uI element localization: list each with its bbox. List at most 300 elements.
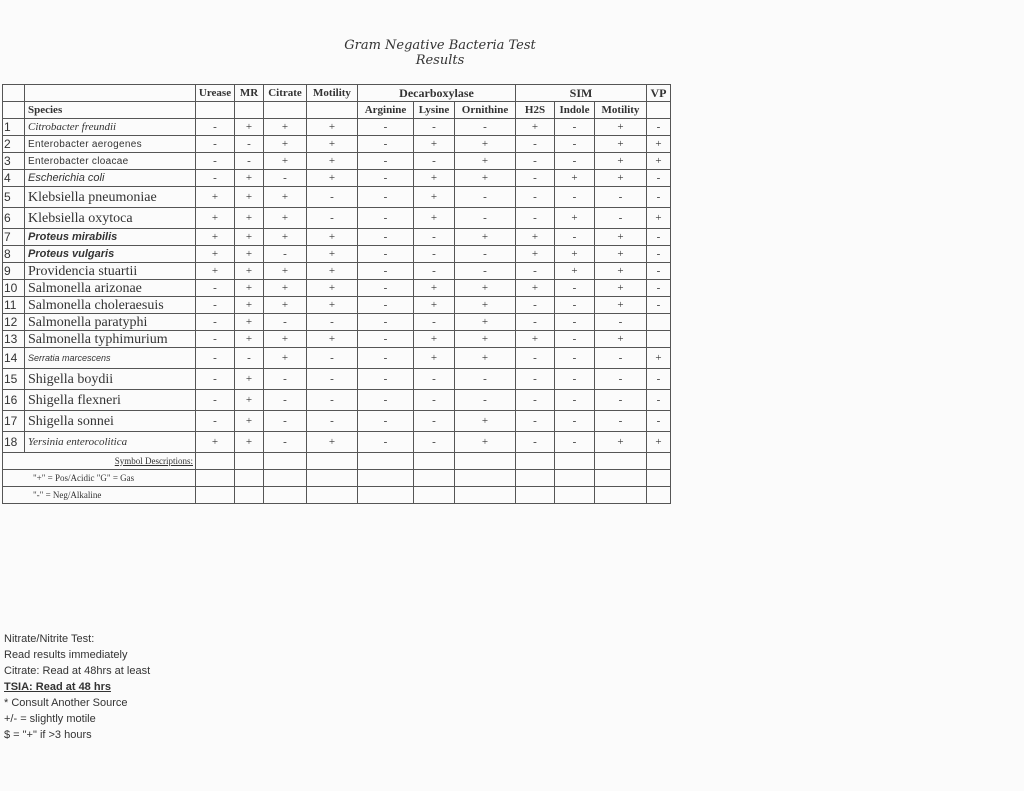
result-cell: +: [307, 297, 358, 314]
species-name: Salmonella paratyphi: [25, 314, 196, 331]
table-row: [3, 187, 671, 208]
header-row-groups: [3, 85, 671, 102]
result-cell: -: [516, 411, 555, 432]
empty-cell: [264, 453, 307, 470]
row-number: 17: [3, 411, 25, 432]
result-cell: +: [414, 208, 455, 229]
result-cell: -: [307, 208, 358, 229]
result-cell: -: [358, 208, 414, 229]
result-cell: +: [595, 297, 647, 314]
page-title: Gram Negative Bacteria Test Results: [344, 38, 536, 68]
symbol-descriptions-title: Symbol Descriptions:: [3, 453, 196, 470]
result-cell: +: [264, 229, 307, 246]
result-cell: -: [235, 348, 264, 369]
result-cell: -: [595, 348, 647, 369]
empty-cell: [414, 453, 455, 470]
result-cell: -: [647, 369, 671, 390]
species-name: Serratia marcescens: [25, 348, 196, 369]
table-row: [3, 153, 671, 170]
result-cell: +: [307, 246, 358, 263]
result-cell: -: [358, 331, 414, 348]
result-cell: +: [235, 411, 264, 432]
result-cell: +: [455, 432, 516, 453]
row-number: 11: [3, 297, 25, 314]
row-number: 7: [3, 229, 25, 246]
result-cell: -: [516, 153, 555, 170]
result-cell: -: [264, 390, 307, 411]
result-cell: -: [516, 170, 555, 187]
result-cell: -: [196, 369, 235, 390]
result-cell: -: [516, 314, 555, 331]
result-cell: +: [647, 208, 671, 229]
row-number: 13: [3, 331, 25, 348]
note-line-tsia: TSIA: Read at 48 hrs: [4, 681, 111, 693]
header-cell-empty: [3, 102, 25, 119]
result-cell: +: [235, 390, 264, 411]
result-cell: +: [235, 331, 264, 348]
empty-cell: [307, 470, 358, 487]
result-cell: -: [358, 348, 414, 369]
result-cell: -: [358, 187, 414, 208]
header-sim: SIM: [516, 85, 647, 102]
result-cell: -: [516, 208, 555, 229]
result-cell: +: [235, 369, 264, 390]
result-cell: +: [555, 170, 595, 187]
result-cell: -: [516, 136, 555, 153]
result-cell: -: [647, 297, 671, 314]
result-cell: +: [307, 153, 358, 170]
result-cell: -: [414, 432, 455, 453]
result-cell: +: [264, 153, 307, 170]
result-cell: +: [595, 432, 647, 453]
result-cell: +: [647, 348, 671, 369]
empty-cell: [235, 470, 264, 487]
result-cell: +: [455, 348, 516, 369]
empty-cell: [595, 453, 647, 470]
symbol-row: [3, 470, 671, 487]
result-cell: +: [455, 411, 516, 432]
empty-cell: [647, 487, 671, 504]
result-cell: -: [455, 369, 516, 390]
empty-cell: [516, 453, 555, 470]
table-row: [3, 348, 671, 369]
result-cell: -: [516, 432, 555, 453]
result-cell: +: [307, 229, 358, 246]
result-cell: [647, 331, 671, 348]
result-cell: +: [516, 331, 555, 348]
row-number: 2: [3, 136, 25, 153]
header-mr: MR: [235, 85, 264, 102]
result-cell: +: [196, 246, 235, 263]
header-cell-empty: [264, 102, 307, 119]
header-cell-empty: [25, 85, 196, 102]
row-number: 5: [3, 187, 25, 208]
result-cell: +: [414, 187, 455, 208]
result-cell: -: [414, 229, 455, 246]
result-cell: +: [264, 331, 307, 348]
result-cell: -: [358, 136, 414, 153]
result-cell: -: [414, 411, 455, 432]
row-number: 8: [3, 246, 25, 263]
result-cell: +: [264, 263, 307, 280]
result-cell: -: [307, 187, 358, 208]
species-name: Escherichia coli: [25, 170, 196, 187]
result-cell: -: [196, 411, 235, 432]
result-cell: -: [555, 314, 595, 331]
result-cell: +: [307, 280, 358, 297]
result-cell: -: [414, 390, 455, 411]
result-cell: -: [196, 280, 235, 297]
note-line: Read results immediately: [4, 649, 128, 661]
empty-cell: [414, 470, 455, 487]
result-cell: +: [264, 187, 307, 208]
result-cell: -: [647, 187, 671, 208]
result-cell: -: [358, 280, 414, 297]
result-cell: -: [307, 348, 358, 369]
header-h2s: H2S: [516, 102, 555, 119]
result-cell: +: [647, 136, 671, 153]
result-cell: -: [358, 432, 414, 453]
result-cell: +: [414, 170, 455, 187]
result-cell: +: [235, 208, 264, 229]
result-cell: +: [647, 153, 671, 170]
row-number: 16: [3, 390, 25, 411]
result-cell: -: [358, 170, 414, 187]
header-cell-empty: [307, 102, 358, 119]
empty-cell: [264, 487, 307, 504]
result-cell: -: [414, 153, 455, 170]
result-cell: -: [595, 390, 647, 411]
result-cell: +: [555, 263, 595, 280]
empty-cell: [196, 470, 235, 487]
empty-cell: [307, 453, 358, 470]
table-row: [3, 136, 671, 153]
result-cell: +: [516, 280, 555, 297]
species-name: Salmonella typhimurium: [25, 331, 196, 348]
result-cell: +: [555, 208, 595, 229]
empty-cell: [358, 453, 414, 470]
result-cell: -: [307, 390, 358, 411]
result-cell: -: [414, 369, 455, 390]
result-cell: -: [307, 411, 358, 432]
result-cell: -: [555, 331, 595, 348]
note-line: +/- = slightly motile: [4, 713, 96, 725]
result-cell: +: [196, 263, 235, 280]
table-row: [3, 331, 671, 348]
result-cell: +: [595, 246, 647, 263]
species-name: Proteus vulgaris: [25, 246, 196, 263]
result-cell: -: [555, 136, 595, 153]
result-cell: -: [555, 297, 595, 314]
symbol-pos-description: "+" = Pos/Acidic "G" = Gas: [3, 470, 196, 487]
result-cell: -: [455, 246, 516, 263]
header-ornithine: Ornithine: [455, 102, 516, 119]
empty-cell: [555, 470, 595, 487]
header-arginine: Arginine: [358, 102, 414, 119]
result-cell: -: [595, 187, 647, 208]
result-cell: -: [595, 314, 647, 331]
result-cell: -: [235, 153, 264, 170]
result-cell: -: [555, 119, 595, 136]
table-row: [3, 390, 671, 411]
row-number: 4: [3, 170, 25, 187]
symbol-row: [3, 453, 671, 470]
result-cell: [647, 314, 671, 331]
result-cell: -: [555, 390, 595, 411]
result-cell: -: [358, 153, 414, 170]
result-cell: -: [516, 348, 555, 369]
result-cell: +: [455, 280, 516, 297]
result-cell: -: [264, 369, 307, 390]
table-row: [3, 119, 671, 136]
header-sim-motility: Motility: [595, 102, 647, 119]
header-citrate: Citrate: [264, 85, 307, 102]
result-cell: +: [235, 229, 264, 246]
table-row: [3, 229, 671, 246]
result-cell: +: [196, 432, 235, 453]
result-cell: +: [235, 246, 264, 263]
species-name: Enterobacter cloacae: [25, 153, 196, 170]
empty-cell: [196, 453, 235, 470]
result-cell: -: [555, 369, 595, 390]
table-row: [3, 369, 671, 390]
result-cell: -: [516, 187, 555, 208]
result-cell: +: [264, 119, 307, 136]
result-cell: +: [196, 187, 235, 208]
result-cell: +: [455, 136, 516, 153]
result-cell: -: [555, 187, 595, 208]
header-motility: Motility: [307, 85, 358, 102]
result-cell: +: [516, 229, 555, 246]
result-cell: +: [235, 119, 264, 136]
empty-cell: [264, 470, 307, 487]
note-line: Nitrate/Nitrite Test:: [4, 633, 95, 645]
result-cell: -: [516, 297, 555, 314]
result-cell: +: [307, 331, 358, 348]
empty-cell: [358, 470, 414, 487]
table-row: [3, 208, 671, 229]
result-cell: +: [595, 280, 647, 297]
result-cell: -: [196, 390, 235, 411]
empty-cell: [595, 470, 647, 487]
result-cell: +: [264, 348, 307, 369]
result-cell: -: [235, 136, 264, 153]
result-cell: -: [358, 369, 414, 390]
header-decarboxylase: Decarboxylase: [358, 85, 516, 102]
empty-cell: [414, 487, 455, 504]
result-cell: -: [358, 411, 414, 432]
result-cell: -: [647, 229, 671, 246]
result-cell: +: [235, 297, 264, 314]
header-indole: Indole: [555, 102, 595, 119]
result-cell: -: [516, 369, 555, 390]
header-cell-empty: [196, 102, 235, 119]
result-cell: +: [196, 229, 235, 246]
species-name: Shigella sonnei: [25, 411, 196, 432]
empty-cell: [647, 470, 671, 487]
result-cell: +: [235, 432, 264, 453]
empty-cell: [455, 470, 516, 487]
empty-cell: [647, 453, 671, 470]
result-cell: -: [647, 280, 671, 297]
result-cell: +: [414, 280, 455, 297]
result-cell: -: [414, 263, 455, 280]
result-cell: +: [235, 280, 264, 297]
result-cell: +: [235, 187, 264, 208]
result-cell: -: [455, 208, 516, 229]
species-name: Providencia stuartii: [25, 263, 196, 280]
note-line: * Consult Another Source: [4, 697, 128, 709]
result-cell: -: [516, 263, 555, 280]
empty-cell: [455, 487, 516, 504]
table-row: [3, 246, 671, 263]
result-cell: +: [264, 280, 307, 297]
result-cell: -: [358, 314, 414, 331]
result-cell: +: [455, 170, 516, 187]
result-cell: +: [455, 331, 516, 348]
result-cell: -: [555, 432, 595, 453]
result-cell: -: [264, 314, 307, 331]
row-number: 6: [3, 208, 25, 229]
header-cell-empty: [235, 102, 264, 119]
result-cell: +: [455, 297, 516, 314]
result-cell: -: [358, 390, 414, 411]
result-cell: -: [516, 390, 555, 411]
empty-cell: [196, 487, 235, 504]
result-cell: -: [647, 246, 671, 263]
table-row: [3, 297, 671, 314]
table-row: [3, 432, 671, 453]
result-cell: -: [647, 119, 671, 136]
species-name: Shigella flexneri: [25, 390, 196, 411]
result-cell: -: [455, 263, 516, 280]
result-cell: +: [264, 297, 307, 314]
header-row-subtests: [3, 102, 671, 119]
result-cell: -: [358, 297, 414, 314]
result-cell: -: [555, 411, 595, 432]
result-cell: -: [358, 263, 414, 280]
result-cell: +: [307, 263, 358, 280]
symbol-neg-description: "-" = Neg/Alkaline: [3, 487, 196, 504]
result-cell: -: [358, 246, 414, 263]
species-name: Enterobacter aerogenes: [25, 136, 196, 153]
empty-cell: [516, 487, 555, 504]
result-cell: +: [307, 170, 358, 187]
result-cell: -: [455, 390, 516, 411]
result-cell: -: [307, 369, 358, 390]
empty-cell: [235, 487, 264, 504]
result-cell: +: [516, 119, 555, 136]
symbol-row: [3, 487, 671, 504]
result-cell: -: [647, 170, 671, 187]
note-line: Citrate: Read at 48hrs at least: [4, 665, 151, 677]
empty-cell: [555, 487, 595, 504]
notes-block: [4, 631, 150, 743]
species-name: Salmonella arizonae: [25, 280, 196, 297]
row-number: 10: [3, 280, 25, 297]
result-cell: +: [455, 153, 516, 170]
result-cell: +: [414, 297, 455, 314]
empty-cell: [595, 487, 647, 504]
result-cell: -: [196, 136, 235, 153]
result-cell: -: [595, 208, 647, 229]
result-cell: +: [595, 119, 647, 136]
empty-cell: [358, 487, 414, 504]
result-cell: +: [235, 314, 264, 331]
result-cell: -: [358, 119, 414, 136]
result-cell: -: [196, 119, 235, 136]
result-cell: -: [196, 297, 235, 314]
result-cell: +: [307, 136, 358, 153]
result-cell: +: [264, 136, 307, 153]
result-cell: +: [196, 208, 235, 229]
result-cell: -: [196, 170, 235, 187]
result-cell: -: [196, 314, 235, 331]
result-cell: +: [455, 314, 516, 331]
result-cell: +: [595, 229, 647, 246]
table-row: [3, 411, 671, 432]
result-cell: -: [595, 411, 647, 432]
result-cell: +: [235, 170, 264, 187]
result-cell: -: [647, 263, 671, 280]
row-number: 3: [3, 153, 25, 170]
result-cell: -: [414, 246, 455, 263]
header-species: Species: [25, 102, 196, 119]
species-name: Shigella boydii: [25, 369, 196, 390]
row-number: 18: [3, 432, 25, 453]
result-cell: -: [455, 119, 516, 136]
species-name: Yersinia enterocolitica: [25, 432, 196, 453]
result-cell: +: [414, 136, 455, 153]
result-cell: -: [555, 348, 595, 369]
result-cell: -: [264, 246, 307, 263]
result-cell: +: [647, 432, 671, 453]
result-cell: -: [555, 153, 595, 170]
result-cell: -: [358, 229, 414, 246]
species-name: Citrobacter freundii: [25, 119, 196, 136]
result-cell: +: [595, 170, 647, 187]
result-cell: -: [647, 390, 671, 411]
row-number: 12: [3, 314, 25, 331]
species-name: Klebsiella pneumoniae: [25, 187, 196, 208]
table-row: [3, 280, 671, 297]
result-cell: +: [307, 432, 358, 453]
result-cell: +: [555, 246, 595, 263]
result-cell: +: [414, 348, 455, 369]
row-number: 15: [3, 369, 25, 390]
result-cell: +: [455, 229, 516, 246]
result-cell: -: [196, 331, 235, 348]
header-lysine: Lysine: [414, 102, 455, 119]
result-cell: -: [196, 153, 235, 170]
result-cell: -: [555, 280, 595, 297]
table-row: [3, 170, 671, 187]
species-name: Proteus mirabilis: [25, 229, 196, 246]
result-cell: -: [414, 314, 455, 331]
header-vp: VP: [647, 85, 671, 102]
result-cell: -: [414, 119, 455, 136]
result-cell: +: [595, 331, 647, 348]
header-cell-empty: [3, 85, 25, 102]
result-cell: +: [516, 246, 555, 263]
result-cell: -: [307, 314, 358, 331]
result-cell: +: [307, 119, 358, 136]
result-cell: -: [595, 369, 647, 390]
results-table: [2, 84, 671, 504]
result-cell: +: [414, 331, 455, 348]
species-name: Salmonella choleraesuis: [25, 297, 196, 314]
row-number: 14: [3, 348, 25, 369]
